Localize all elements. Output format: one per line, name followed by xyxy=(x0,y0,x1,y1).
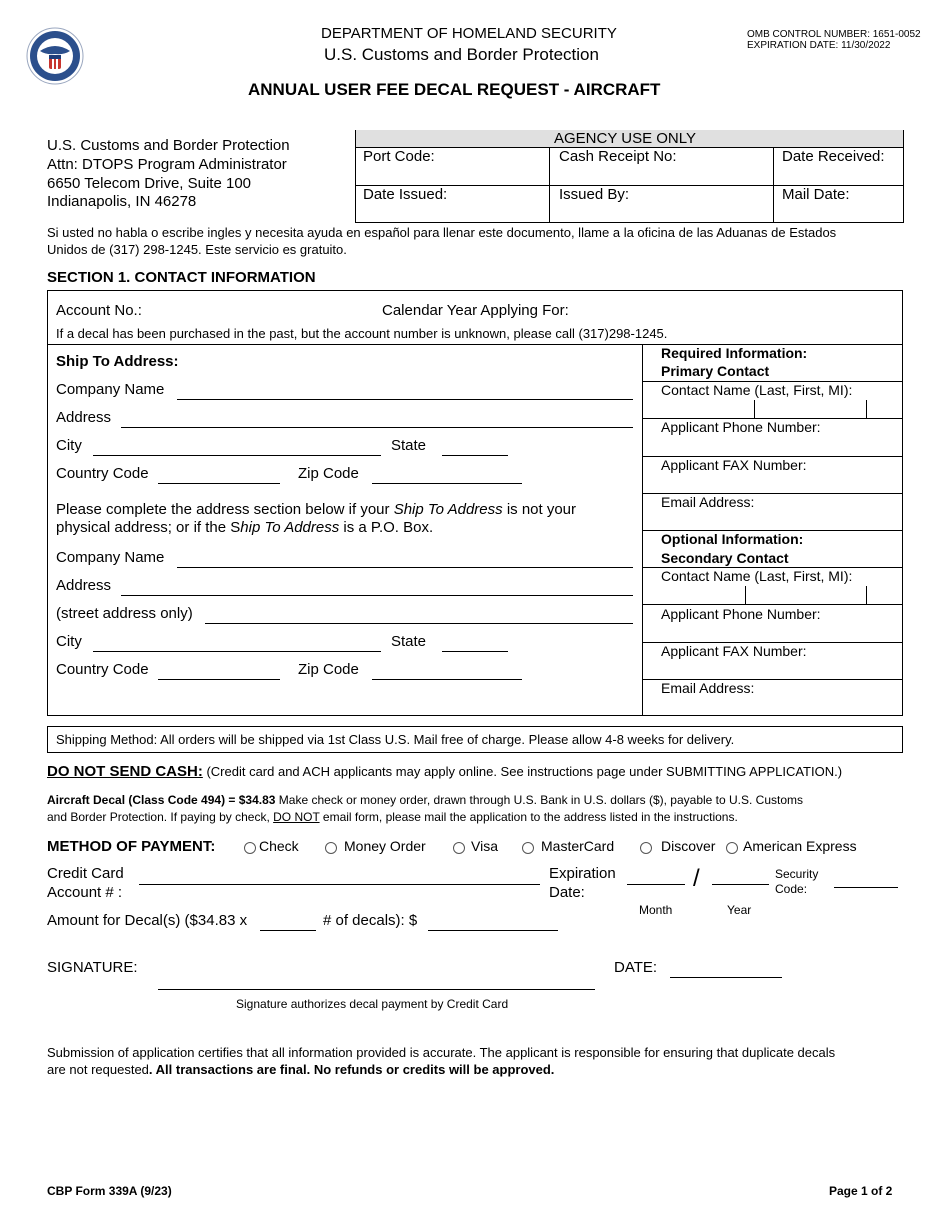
security-code-input[interactable] xyxy=(834,871,898,888)
visa-radio[interactable] xyxy=(453,842,465,854)
ship-to-heading: Ship To Address: xyxy=(56,353,179,370)
primary-fax-label: Applicant FAX Number: xyxy=(661,457,807,473)
address-line-4: Indianapolis, IN 46278 xyxy=(47,193,197,210)
account-no-input[interactable] xyxy=(150,302,370,318)
secondary-last-name-input[interactable] xyxy=(662,587,742,603)
ship-zip-code-input[interactable] xyxy=(372,467,522,484)
signature-label: SIGNATURE: xyxy=(47,959,138,976)
address-line-1: U.S. Customs and Border Protection xyxy=(47,137,290,154)
phys-country-code-label: Country Code xyxy=(56,661,149,678)
form-number: CBP Form 339A (9/23) xyxy=(47,1184,172,1198)
signature-note: Signature authorizes decal payment by Credit Card xyxy=(236,997,509,1011)
primary-last-name-input[interactable] xyxy=(662,401,750,417)
american-express-option-label: American Express xyxy=(743,838,857,854)
security-code-label-1: Security xyxy=(775,867,819,881)
secondary-first-name-input[interactable] xyxy=(749,587,862,603)
secondary-mi-input[interactable] xyxy=(870,587,900,603)
address-line-3: 6650 Telecom Drive, Suite 100 xyxy=(47,175,252,192)
country-code-label: Country Code xyxy=(56,465,149,482)
primary-email-label: Email Address: xyxy=(661,494,755,510)
shipping-method-text: Shipping Method: All orders will be shipped via 1st Class U.S. Mail free of charge. Please allow 4-8 weeks for delivery. xyxy=(56,732,735,747)
phys-street-input[interactable] xyxy=(205,607,633,624)
american-express-radio[interactable] xyxy=(726,842,738,854)
mastercard-radio[interactable] xyxy=(522,842,534,854)
signature-date-input[interactable] xyxy=(670,961,782,978)
certify-line-2: are not requested. All transactions are final. No refunds or credits will be approved. xyxy=(47,1062,555,1077)
form-title: ANNUAL USER FEE DECAL REQUEST - AIRCRAFT xyxy=(248,80,661,99)
date-received-label: Date Received: xyxy=(782,148,885,165)
credit-card-label-1: Credit Card xyxy=(47,865,124,882)
optional-info-heading: Optional Information: xyxy=(661,531,804,547)
decal-fee-line-1: Aircraft Decal (Class Code 494) = $34.83 Make check or money order, drawn through U.S. Bank in U.S. dollars ($), payable to U.S. Customs xyxy=(47,793,804,807)
ship-city-input[interactable] xyxy=(93,439,381,456)
amount-total-input[interactable] xyxy=(428,914,558,931)
primary-contact-heading: Primary Contact xyxy=(661,363,770,379)
address-line-2: Attn: DTOPS Program Administrator xyxy=(47,156,287,173)
port-code-label: Port Code: xyxy=(363,148,435,165)
credit-card-number-input[interactable] xyxy=(139,868,540,885)
agency-use-title: AGENCY USE ONLY xyxy=(554,130,696,147)
street-only-label: (street address only) xyxy=(56,605,193,622)
decal-note: If a decal has been purchased in the past, but the account number is unknown, please call (317)298-1245. xyxy=(56,326,668,341)
secondary-fax-input[interactable] xyxy=(662,661,898,677)
zip-code-label: Zip Code xyxy=(298,465,359,482)
mail-date-label: Mail Date: xyxy=(782,186,850,203)
page-number: Page 1 of 2 xyxy=(829,1184,893,1198)
secondary-email-label: Email Address: xyxy=(661,680,755,696)
mastercard-option-label: MasterCard xyxy=(541,838,615,854)
date-slash: / xyxy=(693,865,700,892)
phys-company-name-input[interactable] xyxy=(177,551,633,568)
city-label: City xyxy=(56,437,82,454)
date-issued-label: Date Issued: xyxy=(363,186,448,203)
expiration-year-input[interactable] xyxy=(712,868,769,885)
primary-mi-input[interactable] xyxy=(870,401,900,417)
decal-fee-line-2: and Border Protection. If paying by check, DO NOT email form, please mail the application to the address listed in the instructions. xyxy=(47,810,738,824)
physical-address-note-1: Please complete the address section below if your Ship To Address is not your xyxy=(56,501,577,518)
secondary-phone-input[interactable] xyxy=(662,624,898,640)
decal-quantity-input[interactable] xyxy=(260,914,316,931)
spanish-notice-line-2: Unidos de (317) 298-1245. Este servicio es gratuito. xyxy=(47,242,347,257)
credit-card-label-2: Account # : xyxy=(47,884,123,901)
discover-radio[interactable] xyxy=(640,842,652,854)
primary-contact-name-label: Contact Name (Last, First, MI): xyxy=(661,382,853,398)
calendar-year-label: Calendar Year Applying For: xyxy=(382,302,569,319)
phys-address-label: Address xyxy=(56,577,112,594)
month-caption: Month xyxy=(639,903,673,917)
check-option-label: Check xyxy=(259,838,299,854)
phys-state-input[interactable] xyxy=(442,635,508,652)
phys-address-input[interactable] xyxy=(121,579,633,596)
expiration-date: EXPIRATION DATE: 11/30/2022 xyxy=(747,40,891,51)
primary-phone-label: Applicant Phone Number: xyxy=(661,419,821,435)
section-1-title: SECTION 1. CONTACT INFORMATION xyxy=(47,269,316,286)
expiration-label-2: Date: xyxy=(549,884,585,901)
phys-company-name-label: Company Name xyxy=(56,549,165,566)
method-of-payment-label: METHOD OF PAYMENT: xyxy=(47,838,216,855)
primary-email-input[interactable] xyxy=(662,512,898,528)
do-not-send-cash: DO NOT SEND CASH: (Credit card and ACH applicants may apply online. See instructions page under SUBMITTING APPLICATION.) xyxy=(47,763,843,780)
amount-label-b: # of decals): $ xyxy=(323,912,418,929)
primary-phone-input[interactable] xyxy=(662,437,898,453)
phys-state-label: State xyxy=(391,633,427,650)
spanish-notice-line-1: Si usted no habla o escribe ingles y necesita ayuda en español para llenar este documento, llame a la oficina de las Aduanas de Estados xyxy=(47,225,837,240)
check-radio[interactable] xyxy=(244,842,256,854)
money-order-option-label: Money Order xyxy=(344,838,426,854)
discover-option-label: Discover xyxy=(661,838,716,854)
primary-first-name-input[interactable] xyxy=(758,401,862,417)
department-title: DEPARTMENT OF HOMELAND SECURITY xyxy=(321,25,617,42)
phys-city-label: City xyxy=(56,633,82,650)
secondary-fax-label: Applicant FAX Number: xyxy=(661,643,807,659)
amount-label-a: Amount for Decal(s) ($34.83 x xyxy=(47,912,248,929)
primary-fax-input[interactable] xyxy=(662,475,898,491)
secondary-contact-name-label: Contact Name (Last, First, MI): xyxy=(661,568,853,584)
date-label: DATE: xyxy=(614,959,658,976)
agency-title: U.S. Customs and Border Protection xyxy=(324,45,599,64)
signature-input[interactable] xyxy=(158,973,595,990)
state-label: State xyxy=(391,437,427,454)
phys-zip-code-input[interactable] xyxy=(372,663,522,680)
calendar-year-input[interactable] xyxy=(584,302,734,318)
year-caption: Year xyxy=(727,903,752,917)
account-no-label: Account No.: xyxy=(56,302,142,319)
omb-number: OMB CONTROL NUMBER: 1651-0052 xyxy=(747,29,921,40)
secondary-contact-heading: Secondary Contact xyxy=(661,550,789,566)
address-label: Address xyxy=(56,409,112,426)
physical-address-note-2: physical address; or if the Ship To Address is a P.O. Box. xyxy=(56,519,434,536)
secondary-phone-label: Applicant Phone Number: xyxy=(661,606,821,622)
ship-country-code-input[interactable] xyxy=(158,467,280,484)
ship-address-input[interactable] xyxy=(121,411,633,428)
secondary-email-input[interactable] xyxy=(662,698,898,714)
expiration-month-input[interactable] xyxy=(627,868,685,885)
phys-zip-code-label: Zip Code xyxy=(298,661,359,678)
dhs-seal xyxy=(26,27,84,85)
phys-city-input[interactable] xyxy=(93,635,381,652)
ship-state-input[interactable] xyxy=(442,439,508,456)
ship-company-name-input[interactable] xyxy=(177,383,633,400)
phys-country-code-input[interactable] xyxy=(158,663,280,680)
required-info-heading: Required Information: xyxy=(661,345,808,361)
security-code-label-2: Code: xyxy=(775,882,808,896)
money-order-radio[interactable] xyxy=(325,842,337,854)
expiration-label-1: Expiration xyxy=(549,865,616,882)
visa-option-label: Visa xyxy=(471,838,498,854)
company-name-label: Company Name xyxy=(56,381,165,398)
certify-line-1: Submission of application certifies that all information provided is accurate. The applicant is responsible for ensuring that duplicate decals xyxy=(47,1045,836,1060)
cash-receipt-label: Cash Receipt No: xyxy=(559,148,677,165)
issued-by-label: Issued By: xyxy=(559,186,630,203)
